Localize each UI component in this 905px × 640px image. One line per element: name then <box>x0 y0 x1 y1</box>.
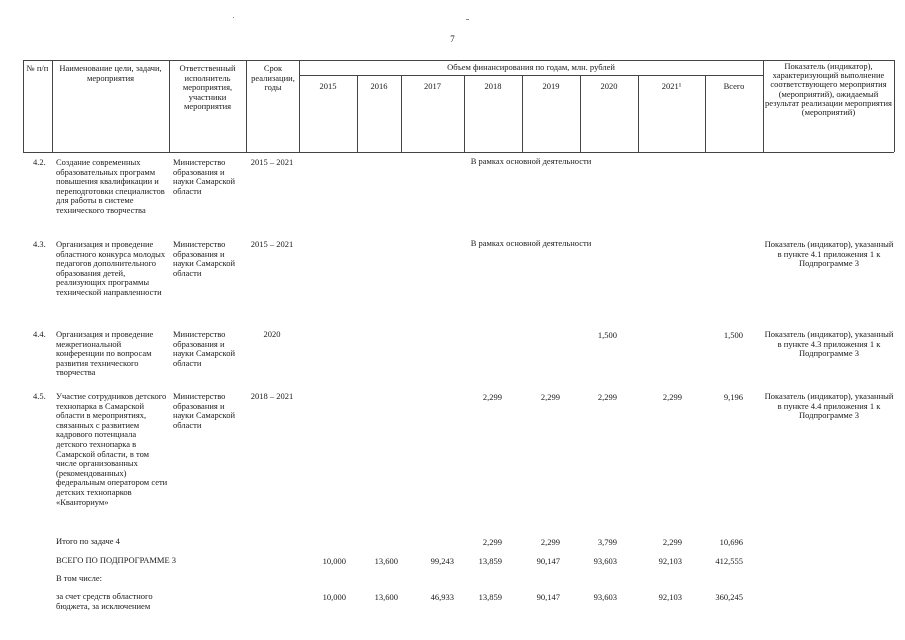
header-year-2016: 2016 <box>370 81 388 91</box>
value-2020: 1,500 <box>597 330 617 340</box>
value-2018: 2,299 <box>482 392 502 402</box>
row-note: В рамках основной деятельности <box>470 156 592 166</box>
row-name: Создание современных образовательных программ повышения квалификации и переподготовки специалистов для работы в системе технического творчества <box>56 157 165 215</box>
row-name: Организация и проведение областного конкурса молодых педагогов дополнительного образования детей, реализующих программы технической направленности <box>56 239 166 297</box>
row-term: 2020 <box>263 329 281 339</box>
value-2015: 10,000 <box>322 592 346 602</box>
value-2020: 3,799 <box>597 537 617 547</box>
total-label: ВСЕГО ПО ПОДПРОГРАММЕ 3 <box>56 555 177 565</box>
table-header <box>23 60 894 152</box>
value-2019: 2,299 <box>540 392 560 402</box>
row-executor: Министерство образования и науки Самарской области <box>173 157 235 196</box>
header-name: Наименование цели, задачи, мероприятия <box>59 63 162 83</box>
header-year-2018: 2018 <box>484 81 502 91</box>
page-number: 7 <box>450 34 455 44</box>
row-executor: Министерство образования и науки Самарской области <box>173 391 235 430</box>
value-2018: 13,859 <box>478 592 502 602</box>
header-year-2017: 2017 <box>424 81 441 91</box>
row-term: 2015 – 2021 <box>250 157 294 167</box>
row-indicator: Показатель (индикатор), указанный в пункте 4.3 приложения 1 к Подпрограмме 3 <box>764 329 894 359</box>
value-total: 412,555 <box>715 556 743 566</box>
row-term: 2018 – 2021 <box>250 391 294 401</box>
value-2019: 90,147 <box>536 592 560 602</box>
header-term: Срок реализации, годы <box>251 63 295 92</box>
header-indicator: Показатель (индикатор), характеризующий выполнение соответствующего мероприятия (мероприятий), ожидаемый результат реализации мероприятия (мероприятий) <box>765 61 892 118</box>
total-label: за счет средств областного бюджета, за исключением <box>56 591 153 611</box>
row-indicator: Показатель (индикатор), указанный в пункте 4.4 приложения 1 к Подпрограмме 3 <box>764 391 894 421</box>
scan-speck <box>233 17 234 18</box>
value-2018: 2,299 <box>482 537 502 547</box>
value-2020: 93,603 <box>593 556 617 566</box>
row-number: 4.4. <box>33 329 46 339</box>
header-number: № п/п <box>26 63 49 73</box>
row-number: 4.3. <box>33 239 46 249</box>
header-executor: Ответственный исполнитель мероприятия, участники мероприятия <box>179 63 236 111</box>
value-2019: 2,299 <box>540 537 560 547</box>
value-2021: 92,103 <box>658 556 682 566</box>
header-year-2021: 2021¹ <box>661 81 682 91</box>
header-year-2019: 2019 <box>542 81 560 91</box>
value-2021: 92,103 <box>658 592 682 602</box>
value-total: 1,500 <box>723 330 743 340</box>
row-executor: Министерство образования и науки Самарской области <box>173 239 235 278</box>
value-2016: 13,600 <box>374 556 398 566</box>
scan-speck <box>466 19 469 20</box>
value-2019: 90,147 <box>536 556 560 566</box>
row-note: В рамках основной деятельности <box>470 238 592 248</box>
row-number: 4.2. <box>33 157 46 167</box>
value-2021: 2,299 <box>662 537 682 547</box>
value-2021: 2,299 <box>662 392 682 402</box>
value-2017: 46,933 <box>430 592 454 602</box>
header-funding: Объем финансирования по годам, млн. рублей <box>447 62 615 72</box>
value-2018: 13,859 <box>478 556 502 566</box>
value-2020: 2,299 <box>597 392 617 402</box>
total-label: Итого по задаче 4 <box>56 536 120 546</box>
header-total: Всего <box>723 81 745 91</box>
value-total: 360,245 <box>715 592 743 602</box>
row-indicator: Показатель (индикатор), указанный в пункте 4.1 приложения 1 к Подпрограмме 3 <box>764 239 894 269</box>
value-total: 10,696 <box>719 537 743 547</box>
row-term: 2015 – 2021 <box>250 239 294 249</box>
value-total: 9,196 <box>723 392 743 402</box>
header-year-2015: 2015 <box>319 81 337 91</box>
value-2016: 13,600 <box>374 592 398 602</box>
row-name: Участие сотрудников детского технопарка в Самарской области в мероприятиях, связанных с развитием кадрового потенциала детского технопарка в Самарской области, в том числе организованных (рекомендованных) федеральным оператором сети детских технопарков «Кванториум» <box>56 391 168 507</box>
value-2017: 99,243 <box>430 556 454 566</box>
total-label: В том числе: <box>56 573 102 583</box>
row-name: Организация и проведение межрегиональной конференции по вопросам развития технического творчества <box>56 329 154 378</box>
header-year-2020: 2020 <box>600 81 618 91</box>
value-2015: 10,000 <box>322 556 346 566</box>
value-2020: 93,603 <box>593 592 617 602</box>
row-executor: Министерство образования и науки Самарской области <box>173 329 235 368</box>
row-number: 4.5. <box>33 391 46 401</box>
